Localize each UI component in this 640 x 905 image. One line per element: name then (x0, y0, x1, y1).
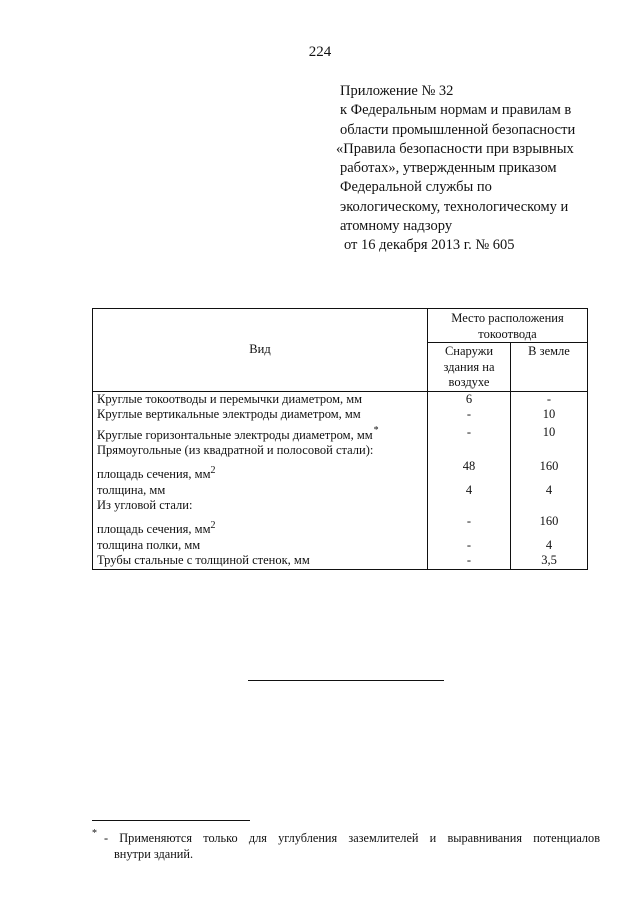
table-row (93, 391, 588, 407)
row-label-text: площадь сечения, мм (97, 522, 211, 536)
footnote-text: - Применяются только для углубления заземлителей и выравнивания потенциалов (104, 831, 600, 845)
cell-ground: 3,5 (511, 553, 588, 569)
row-label-text: Круглые горизонтальные электроды диаметром, мм (97, 427, 373, 442)
table-row (93, 407, 588, 423)
superscript: 2 (210, 464, 216, 476)
header-line: области промышленной безопасности (340, 121, 576, 138)
cell-ground (511, 498, 588, 514)
table-header-outside: Снаружи здания на воздухе (428, 343, 511, 392)
table-row (93, 538, 588, 554)
footnote-rule (92, 820, 250, 821)
cell-ground: 160 (511, 514, 588, 538)
footnote (92, 830, 600, 862)
table-row (93, 498, 588, 514)
cell-outside: - (428, 407, 511, 423)
section-divider (248, 680, 444, 681)
row-label: Круглые токоотводы и перемычки диаметром, мм (93, 391, 428, 407)
row-label (93, 514, 428, 538)
row-label (93, 423, 428, 444)
footnote-mark: * (92, 828, 97, 839)
header-line: Приложение № 32 (340, 83, 454, 99)
cell-ground: - (511, 391, 588, 407)
row-label: Из угловой стали: (93, 498, 428, 514)
superscript: 2 (210, 519, 216, 531)
cell-ground: 160 (511, 459, 588, 483)
page-number: 224 (308, 44, 332, 60)
cell-ground (511, 443, 588, 459)
row-label: толщина полки, мм (93, 538, 428, 554)
cell-ground: 4 (511, 483, 588, 499)
grounding-norms-table (92, 308, 588, 570)
table-row (93, 553, 588, 569)
footnote-text: внутри зданий. (114, 847, 194, 861)
table-header-place: Место расположения токоотвода (428, 309, 588, 343)
table-row (93, 514, 588, 538)
cell-ground: 10 (511, 423, 588, 444)
cell-ground: 4 (511, 538, 588, 554)
table-row (93, 459, 588, 483)
cell-outside (428, 498, 511, 514)
cell-outside: 4 (428, 483, 511, 499)
cell-outside: - (428, 514, 511, 538)
header-line: экологическому, технологическому и (340, 198, 569, 215)
header-line: «Правила безопасности при взрывных (336, 140, 574, 157)
header-date-line: от 16 декабря 2013 г. № 605 (344, 237, 515, 254)
row-label (93, 459, 428, 483)
cell-outside: - (428, 553, 511, 569)
header-line: работах», утвержденным приказом (340, 160, 557, 177)
cell-ground: 10 (511, 407, 588, 423)
table-row (93, 423, 588, 444)
cell-outside: 48 (428, 459, 511, 483)
table-header-vid: Вид (93, 309, 428, 392)
row-label: Круглые вертикальные электроды диаметром, мм (93, 407, 428, 423)
row-label-text: площадь сечения, мм (97, 467, 211, 481)
table-row (93, 483, 588, 499)
header-line: Федеральной службы по (340, 179, 492, 196)
header-line: к Федеральным нормам и правилам в (340, 102, 572, 119)
cell-outside (428, 443, 511, 459)
table-header-ground: В земле (511, 343, 588, 392)
row-label: толщина, мм (93, 483, 428, 499)
row-label: Трубы стальные с толщиной стенок, мм (93, 553, 428, 569)
cell-outside: - (428, 423, 511, 444)
appendix-header (336, 82, 630, 256)
header-line: атомному надзору (340, 218, 453, 235)
cell-outside: 6 (428, 391, 511, 407)
table-row (93, 443, 588, 459)
footnote-mark: * (373, 424, 379, 436)
cell-outside: - (428, 538, 511, 554)
row-label: Прямоугольные (из квадратной и полосовой стали): (93, 443, 428, 459)
